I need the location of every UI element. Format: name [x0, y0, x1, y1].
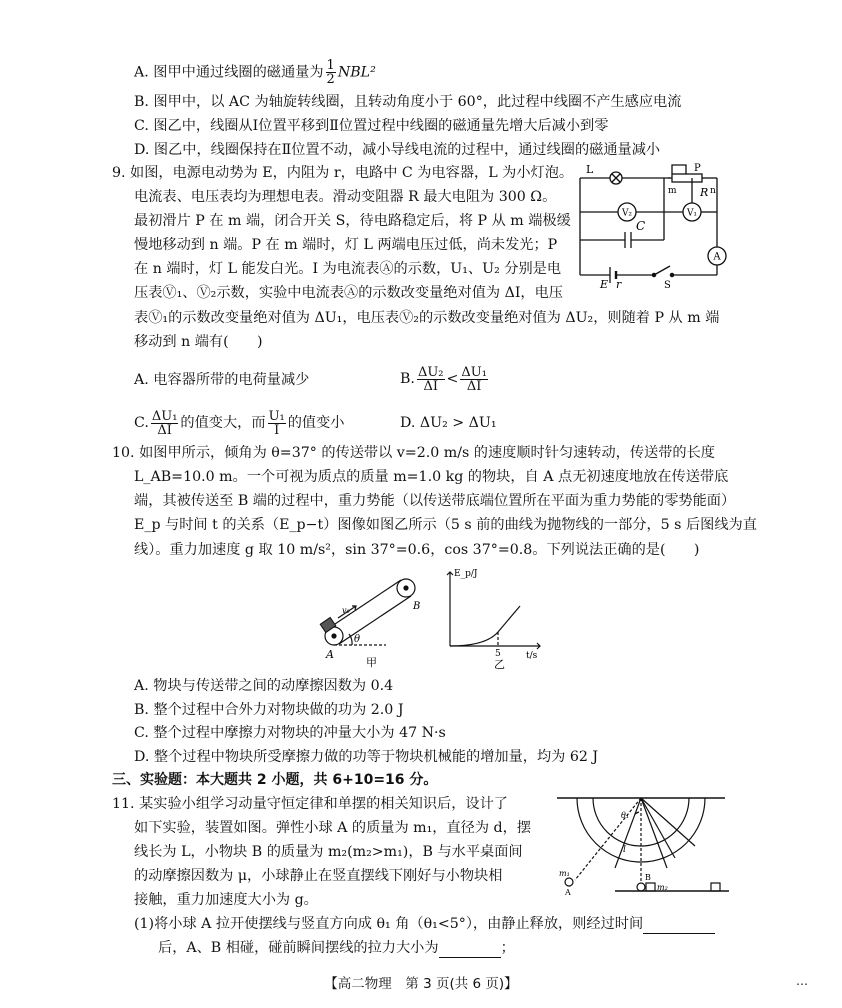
svg-text:V₂: V₂	[621, 208, 633, 219]
q11-line-2: 如下实验，装置如图。弹性小球 A 的质量为 m₁，直径为 d，摆	[134, 820, 532, 836]
section-heading: 三、实验题：本大题共 2 小题，共 6+10=16 分。	[112, 772, 438, 788]
block-icon	[711, 883, 720, 891]
svg-text:m: m	[668, 186, 677, 196]
svg-text:t/s: t/s	[526, 651, 538, 661]
q9-option-a: A. 电容器所带的电荷量减少	[134, 372, 310, 388]
svg-text:甲: 甲	[366, 656, 377, 669]
q9-line-8: 移动到 n 端有( )	[134, 334, 263, 350]
q10-option-b: B. 整个过程中合外力对物块做的功为 2.0 J	[134, 702, 404, 718]
svg-text:E: E	[600, 278, 609, 290]
svg-text:V₁: V₁	[686, 208, 698, 219]
q9-line-3: 最初滑片 P 在 m 端，闭合开关 S，待电路稳定后，将 P 从 m 端极缓	[134, 213, 571, 229]
q10-line-4: E_p 与时间 t 的关系（E_p−t）图像如图乙所示（5 s 前的曲线为抛物线的一部分，5 s 后图线为直	[134, 517, 757, 533]
svg-text:m₂: m₂	[657, 883, 668, 892]
fraction: $\frac{1}{2}$	[326, 58, 335, 87]
q10-line-2: L_AB=10.0 m。一个可视为质点的质量 m=1.0 kg 的物块，自 A 点无初速度地放在传送带底	[134, 469, 729, 485]
q9-option-c: C. $\frac{\text{ΔU₁}}{\Delta I}$ 的值变大，而 $\frac{\text{U₁}}{I}$ 的值变小	[134, 408, 345, 438]
svg-text:m₁: m₁	[559, 869, 570, 878]
page-footer: 【高二物理 第 3 页(共 6 页)】	[324, 976, 518, 992]
block-icon	[320, 617, 336, 632]
rheostat-icon	[672, 174, 702, 182]
q9-option-b: B. $\frac{\text{ΔU₂}}{\Delta I}$ < $\frac{\text{ΔU₁}}{\Delta I}$	[400, 364, 487, 394]
svg-text:r: r	[616, 278, 622, 290]
svg-text:P: P	[694, 163, 701, 174]
corner-mark: …	[796, 974, 808, 988]
block-b-icon	[646, 883, 655, 891]
q10-conveyor-figure	[312, 570, 437, 670]
svg-text:B: B	[413, 601, 421, 612]
q11-line-4: 的动摩擦因数为 μ，小球静止在竖直摆线下刚好与小物块相	[134, 868, 503, 884]
q9-line-2: 电流表、电压表均为理想电表。滑动变阻器 R 最大电阻为 300 Ω。	[134, 189, 557, 205]
svg-text:v₀: v₀	[342, 606, 350, 615]
q10-option-c: C. 整个过程中摩擦力对物块的冲量大小为 47 N·s	[134, 725, 446, 741]
svg-text:n: n	[710, 186, 716, 196]
ball-a-icon	[565, 878, 573, 886]
q10-line-5: 线）。重力加速度 g 取 10 m/s²，sin 37°=0.6，cos 37°=0.8。下列说法正确的是( )	[134, 542, 700, 558]
q9-line-4: 慢地移动到 n 端。P 在 m 端时，灯 L 两端电压过低，尚未发光；P	[134, 237, 558, 253]
q11-pendulum-figure	[555, 792, 733, 900]
svg-text:A: A	[326, 648, 334, 661]
q9-circuit-diagram	[572, 160, 732, 290]
q10-ep-t-graph	[440, 562, 550, 670]
q11-line-6: (1)将小球 A 拉开使摆线与竖直方向成 θ₁ 角（θ₁<5°），由静止释放，则经过时间	[134, 914, 715, 934]
q9-line-1: 9. 如图，电源电动势为 E，内阻为 r，电路中 C 为电容器，L 为小灯泡。	[112, 165, 574, 181]
q8-option-b: B. 图甲中，以 AC 为轴旋转线圈，且转动角度小于 60°，此过程中线圈不产生感应电流	[134, 94, 682, 110]
q9-line-6: 压表Ⓥ₁、Ⓥ₂示数，实验中电流表Ⓐ的示数改变量绝对值为 ΔI，电压	[134, 285, 563, 301]
svg-text:5: 5	[495, 649, 501, 659]
switch-icon	[654, 266, 670, 275]
q8-option-d: D. 图乙中，线圈保持在Ⅱ位置不动，减小导线电流的过程中，通过线圈的磁通量减小	[134, 142, 661, 158]
q10-line-1: 10. 如图甲所示，倾角为 θ=37° 的传送带以 v=2.0 m/s 的速度顺时针匀速转动，传送带的长度	[112, 445, 715, 461]
svg-text:C: C	[636, 219, 646, 233]
svg-text:R: R	[700, 186, 709, 199]
q9-line-5: 在 n 端时，灯 L 能发白光。I 为电流表Ⓐ的示数，U₁、U₂ 分别是电	[134, 261, 562, 277]
q8-option-c: C. 图乙中，线圈从Ⅰ位置平移到Ⅱ位置过程中线圈的磁通量先增大后减小到零	[134, 118, 609, 134]
svg-text:l: l	[623, 845, 626, 855]
svg-text:E_p/J: E_p/J	[454, 569, 478, 579]
q8-option-a: A. 图甲中通过线圈的磁通量为 $\frac{1}{2}$ NBL²	[134, 58, 376, 87]
q10-option-a: A. 物块与传送带之间的动摩擦因数为 0.4	[134, 678, 394, 694]
q11-line-7: 后，A、B 相碰，碰前瞬间摆线的拉力大小为 ；	[158, 940, 515, 956]
q11-line-1: 11. 某实验小组学习动量守恒定律和单摆的相关知识后，设计了	[112, 796, 508, 812]
svg-text:S: S	[664, 280, 671, 290]
svg-text:A: A	[565, 888, 571, 897]
svg-text:A: A	[713, 251, 721, 263]
q10-line-3: 端，其被传送至 B 端的过程中，重力势能（以传送带底端位置所在平面为重力势能的零势能面）	[134, 493, 736, 509]
q9-option-d: D. ΔU₂ > ΔU₁	[400, 415, 497, 431]
q11-line-5: 接触，重力加速度大小为 g。	[134, 892, 318, 908]
svg-text:θ₁: θ₁	[621, 811, 630, 820]
q9-line-7: 表Ⓥ₁的示数改变量绝对值为 ΔU₁，电压表Ⓥ₂的示数改变量绝对值为 ΔU₂，则随着 P 从 m 端	[134, 310, 720, 326]
svg-text:θ: θ	[354, 634, 361, 645]
svg-text:乙: 乙	[494, 658, 505, 670]
q11-line-3: 线长为 L，小物块 B 的质量为 m₂(m₂>m₁)，B 与水平桌面间	[134, 844, 523, 860]
ball-icon	[637, 883, 645, 891]
svg-text:L: L	[586, 163, 594, 176]
q10-option-d: D. 整个过程中物块所受摩擦力做的功等于物块机械能的增加量，均为 62 J	[134, 749, 599, 765]
svg-text:B: B	[645, 873, 651, 882]
